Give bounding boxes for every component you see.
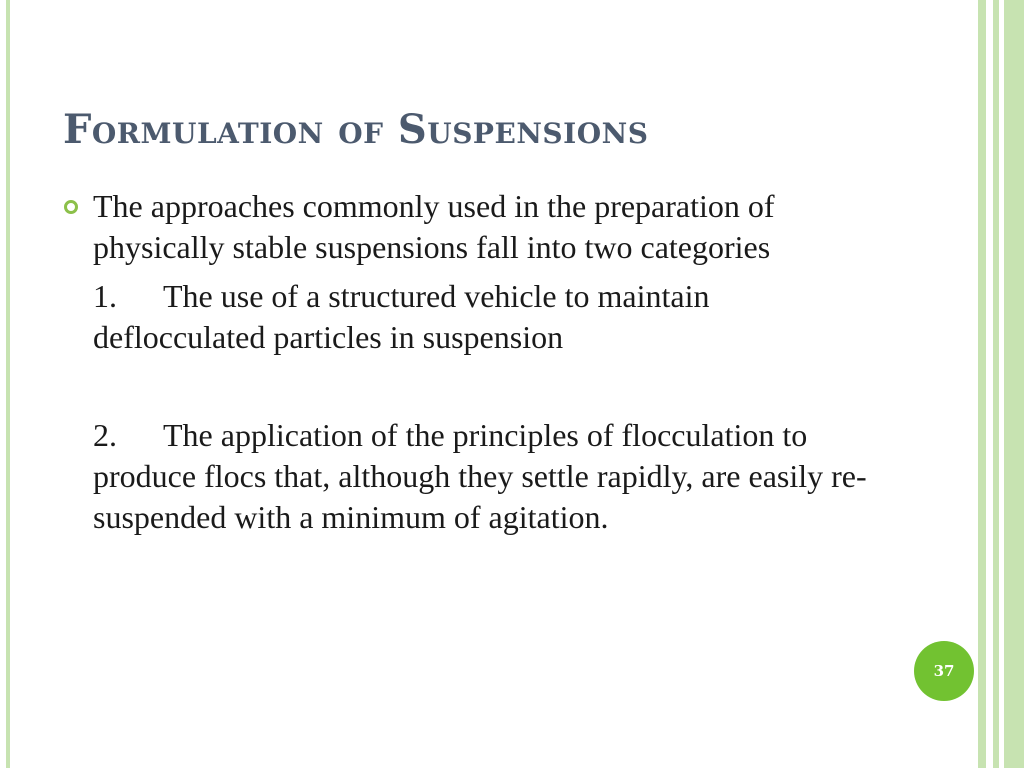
item-text: The use of a structured vehicle to maintain deflocculated particles in suspension [93,278,710,355]
slide-body [93,186,883,538]
numbered-item [93,415,883,538]
bullet-text: The approaches commonly used in the preparation of physically stable suspensions fall into two categories [93,188,775,265]
numbered-item [93,276,883,358]
right-stripe [1004,0,1024,768]
right-stripe [993,0,999,768]
item-number: 2. [93,417,117,453]
item-text: The application of the principles of flocculation to produce flocs that, although they settle rapidly, are easily re-suspended with a minimum of agitation. [93,417,867,535]
left-border-line [6,0,10,768]
bullet-icon [64,200,78,214]
right-stripe [978,0,986,768]
item-number: 1. [93,278,117,314]
page-number-badge: 37 [914,641,974,701]
slide-title: Formulation of Suspensions [63,106,649,153]
